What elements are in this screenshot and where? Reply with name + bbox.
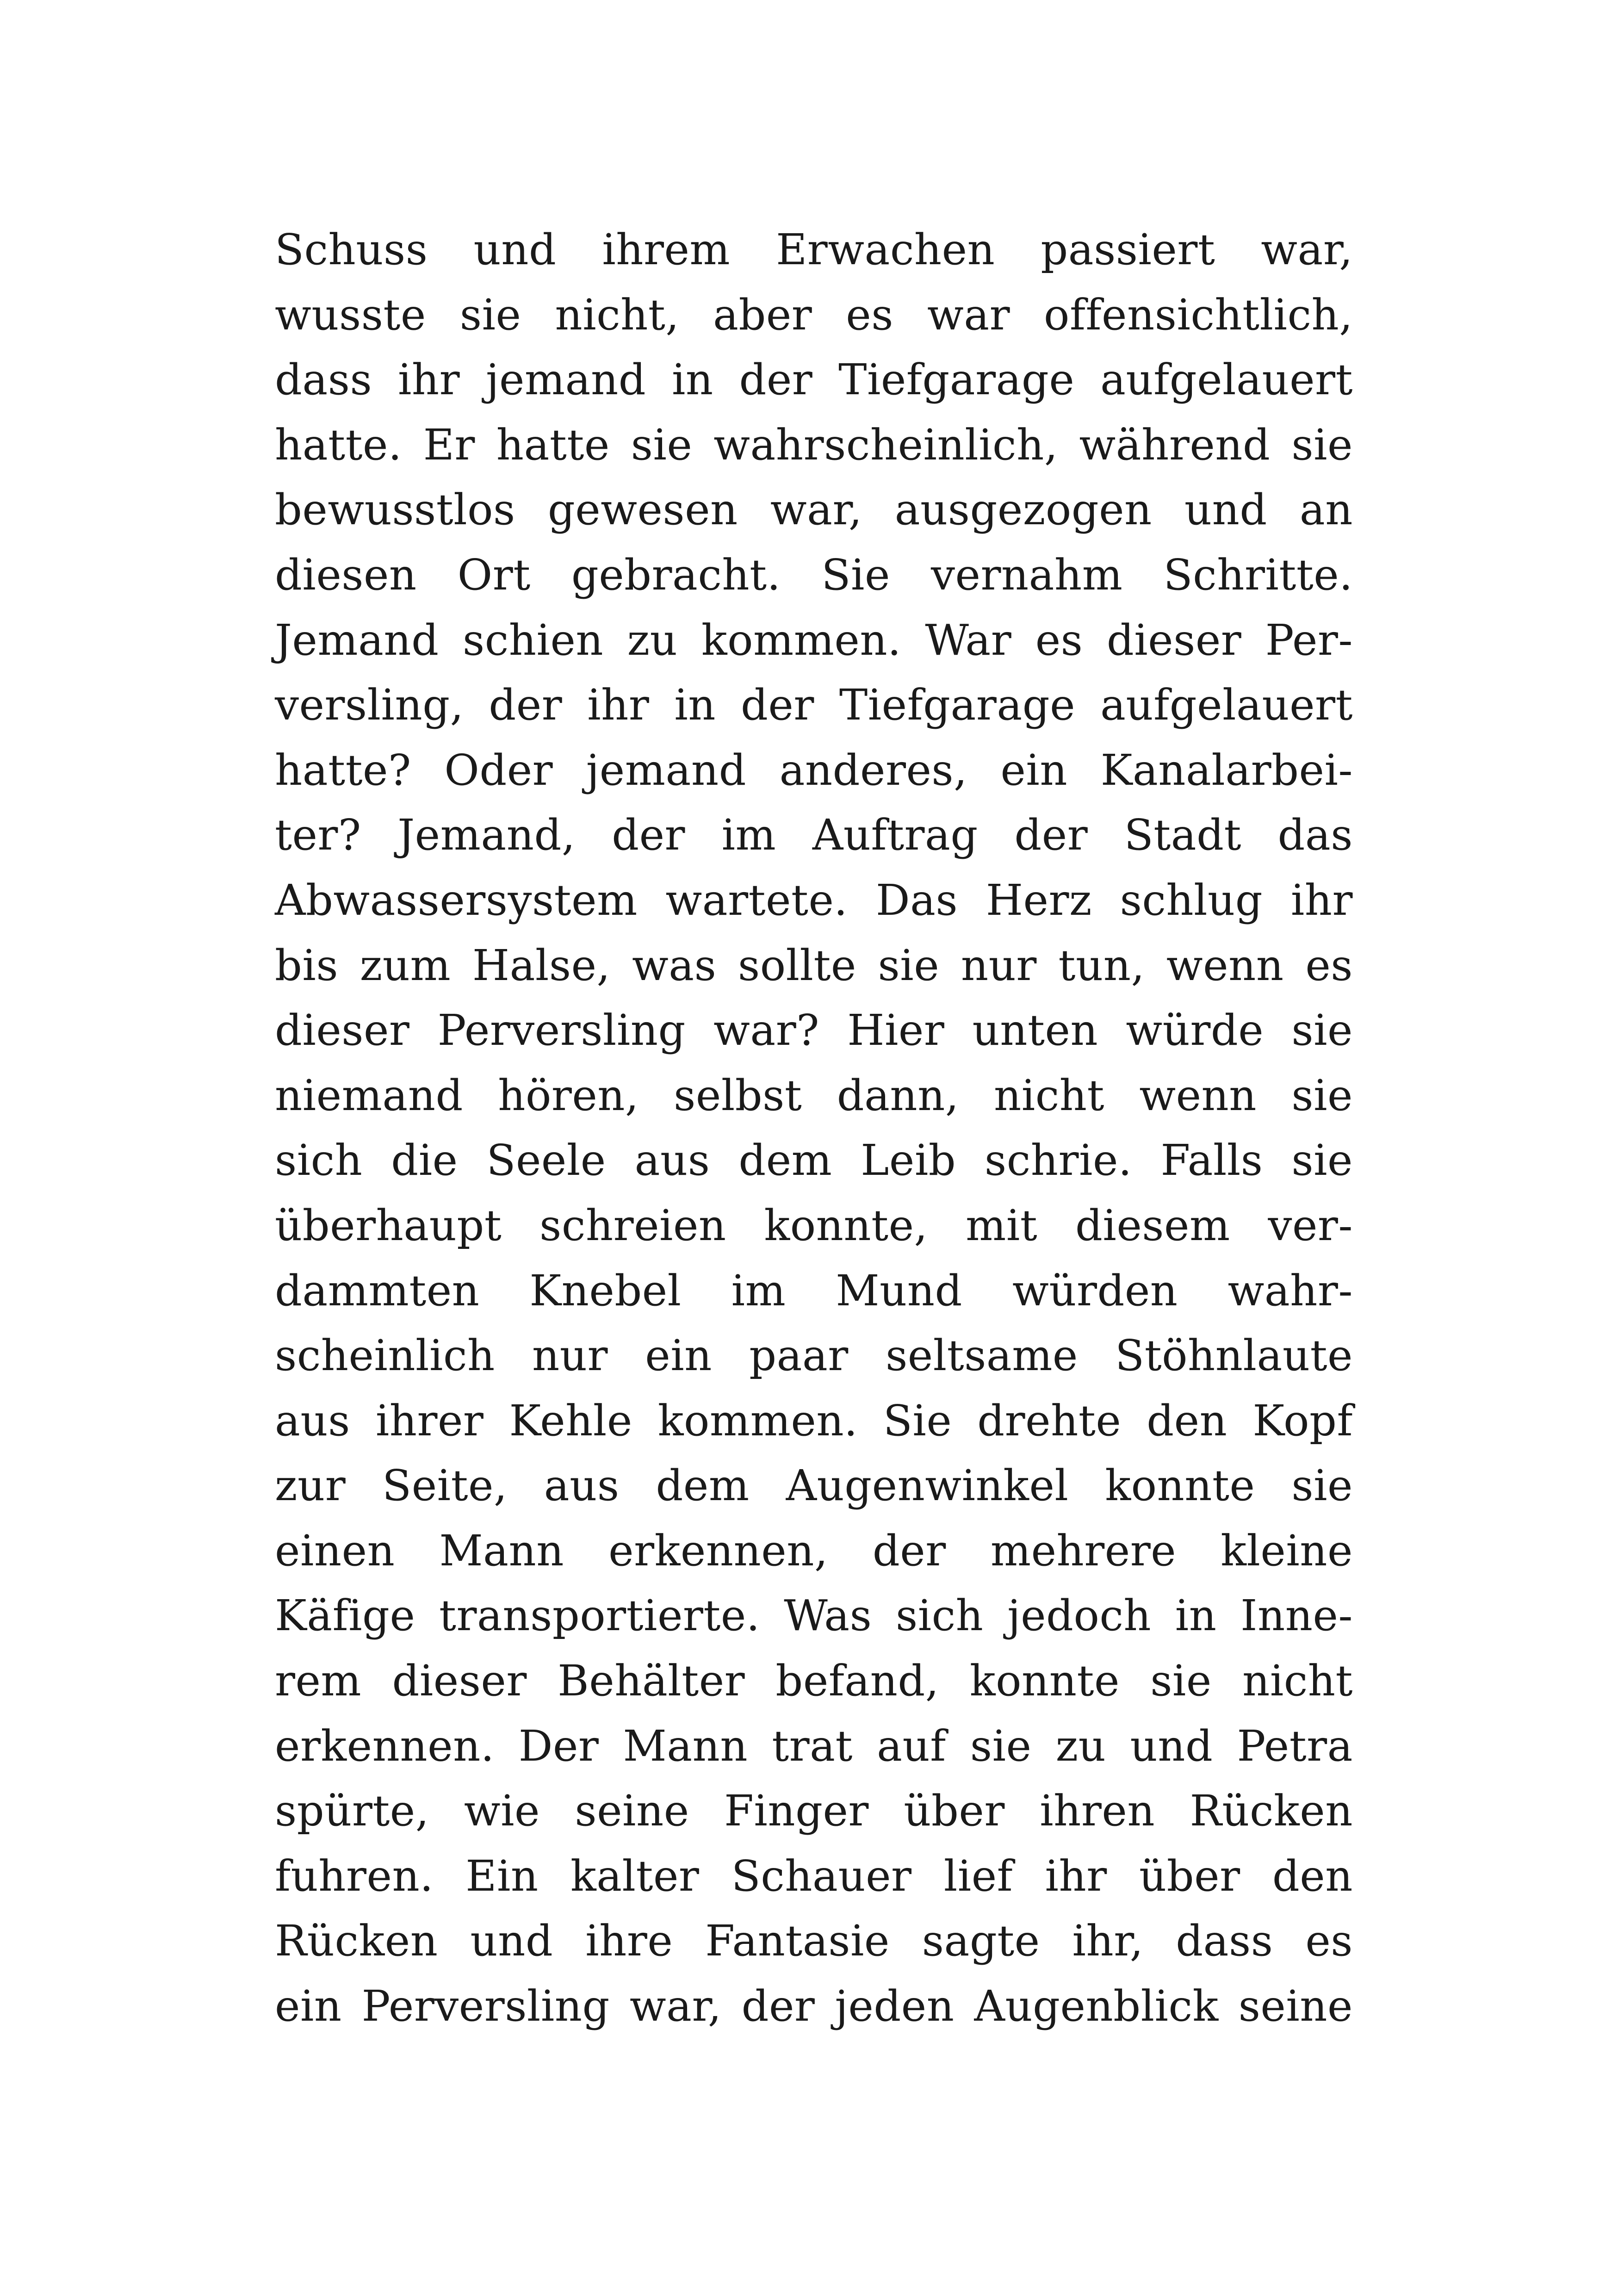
text-line-6: diesen Ort gebracht. Sie vernahm Schritte.	[275, 550, 1353, 600]
text-line-5: bewusstlos gewesen war, ausgezogen und an	[275, 485, 1353, 535]
text-line-21: einen Mann erkennen, der mehrere kleine	[275, 1526, 1353, 1576]
text-line-25: spürte, wie seine Finger über ihren Rücken	[275, 1786, 1353, 1836]
text-line-13: dieser Perversling war? Hier unten würde sie	[275, 1005, 1353, 1055]
text-line-22: Käfige transportierte. Was sich jedoch in Inne-	[275, 1591, 1353, 1641]
text-line-3: dass ihr jemand in der Tiefgarage aufgelauert	[275, 355, 1353, 405]
text-line-23: rem dieser Behälter befand, konnte sie nicht	[275, 1656, 1353, 1706]
text-line-2: wusste sie nicht, aber es war offensichtlich,	[275, 290, 1353, 340]
text-line-24: erkennen. Der Mann trat auf sie zu und Petra	[275, 1721, 1353, 1771]
text-line-16: überhaupt schreien konnte, mit diesem ver-	[275, 1200, 1353, 1250]
text-line-11: Abwassersystem wartete. Das Herz schlug ihr	[275, 875, 1353, 925]
text-line-27: Rücken und ihre Fantasie sagte ihr, dass es	[275, 1916, 1353, 1966]
text-line-26: fuhren. Ein kalter Schauer lief ihr über den	[275, 1851, 1353, 1901]
text-line-14: niemand hören, selbst dann, nicht wenn sie	[275, 1070, 1353, 1120]
text-line-9: hatte? Oder jemand anderes, ein Kanalarbei-	[275, 745, 1353, 795]
text-line-15: sich die Seele aus dem Leib schrie. Falls sie	[275, 1136, 1353, 1185]
text-line-18: scheinlich nur ein paar seltsame Stöhnlaute	[275, 1331, 1353, 1381]
text-line-7: Jemand schien zu kommen. War es dieser Per-	[275, 615, 1353, 665]
text-line-20: zur Seite, aus dem Augenwinkel konnte sie	[275, 1461, 1353, 1511]
text-line-4: hatte. Er hatte sie wahrscheinlich, während sie	[275, 420, 1353, 470]
text-line-1: Schuss und ihrem Erwachen passiert war,	[275, 225, 1353, 274]
text-line-17: dammten Knebel im Mund würden wahr-	[275, 1266, 1353, 1316]
text-line-19: aus ihrer Kehle kommen. Sie drehte den Kopf	[275, 1396, 1353, 1446]
body-text	[275, 217, 1353, 2039]
text-line-8: versling, der ihr in der Tiefgarage aufgelauert	[275, 680, 1353, 730]
text-line-28: ein Perversling war, der jeden Augenblick seine	[275, 1981, 1353, 2031]
text-line-10: ter? Jemand, der im Auftrag der Stadt das	[275, 810, 1353, 860]
text-line-12: bis zum Halse, was sollte sie nur tun, wenn es	[275, 940, 1353, 990]
